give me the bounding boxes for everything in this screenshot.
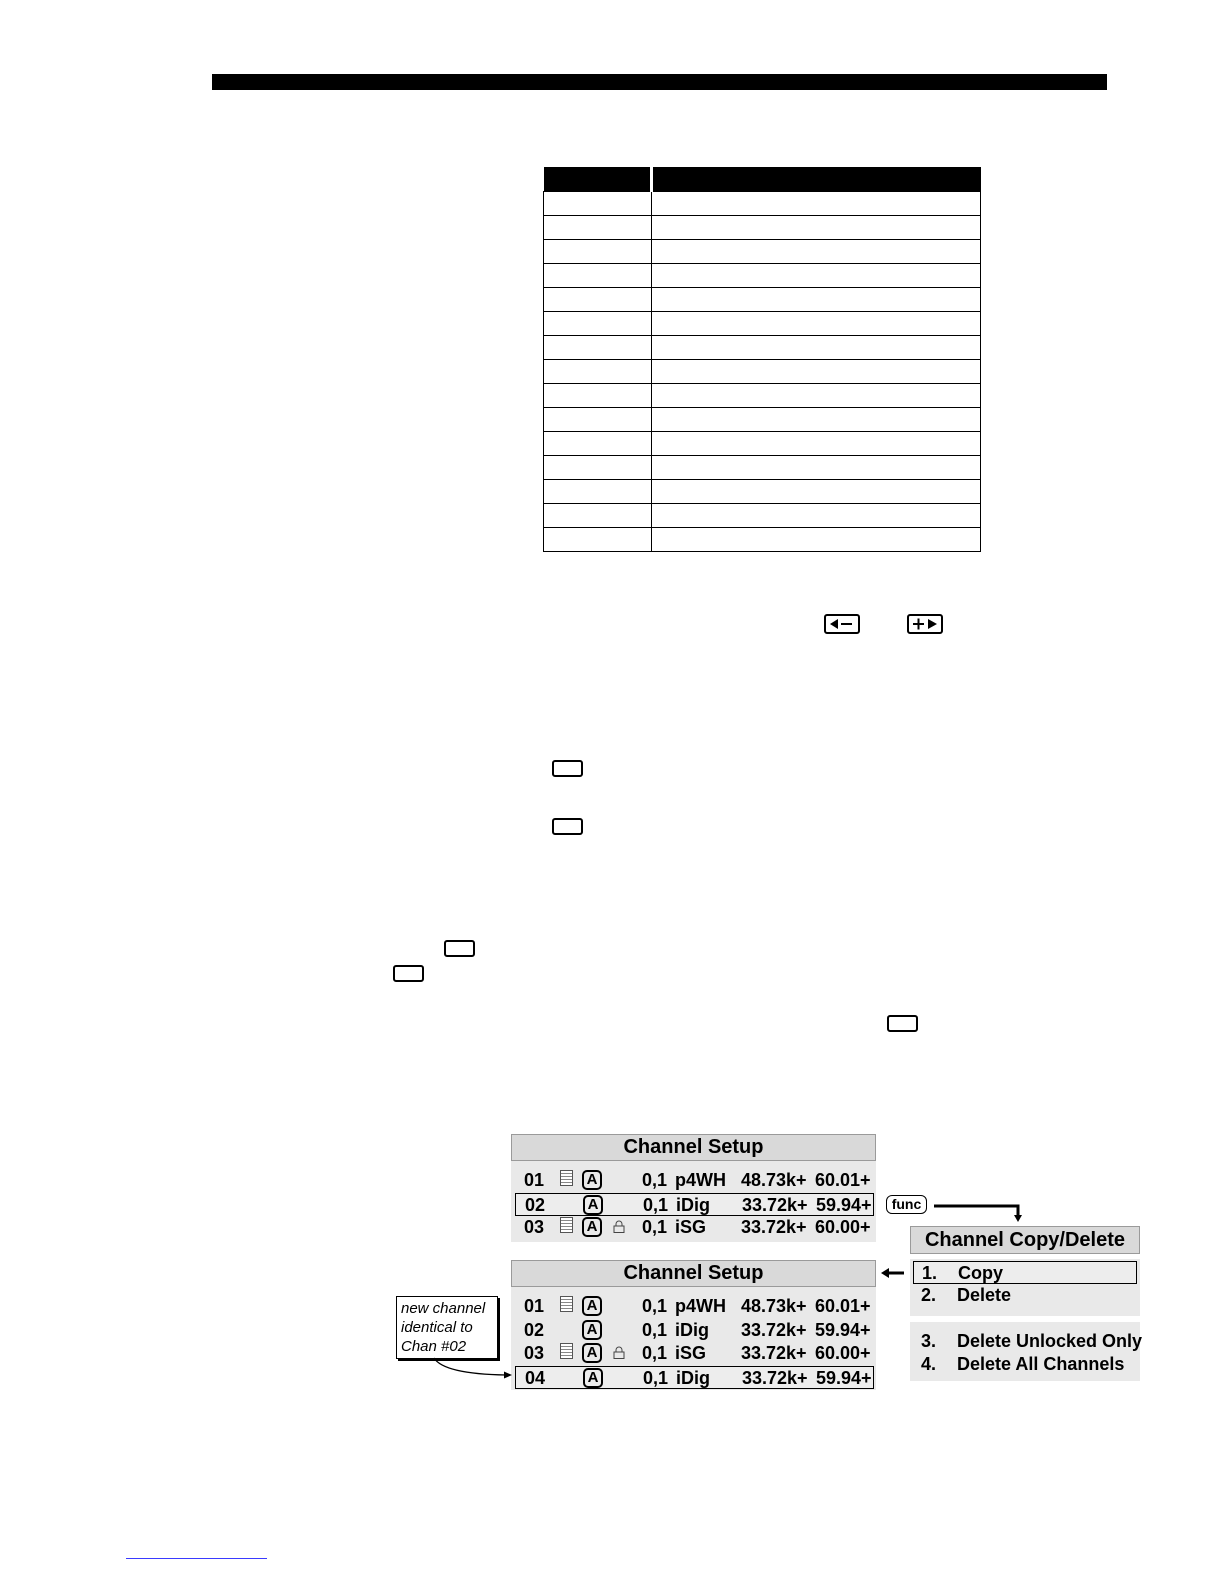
table-cell — [651, 312, 981, 336]
data-table — [543, 167, 981, 552]
channel-row[interactable] — [515, 1193, 874, 1216]
header-bar — [212, 74, 1107, 90]
menu-separator — [910, 1316, 1140, 1322]
table-row — [544, 192, 981, 216]
table-row — [544, 312, 981, 336]
channel-row[interactable] — [515, 1366, 874, 1389]
key-icon — [887, 1015, 918, 1032]
key-icon — [552, 818, 583, 835]
key-icon — [552, 760, 583, 777]
menu-title: Channel Setup — [511, 1260, 876, 1287]
menu-title: Channel Setup — [511, 1134, 876, 1161]
sync-value: 0,1 — [642, 1170, 668, 1190]
copy-delete-menu — [910, 1259, 1143, 1381]
menu-item-copy[interactable]: 1. Copy — [913, 1261, 1137, 1284]
sync-value: 0,1 — [642, 1217, 668, 1237]
table-cell — [544, 216, 652, 240]
table-row — [544, 288, 981, 312]
table-cell — [544, 192, 652, 216]
channel-row[interactable] — [515, 1169, 874, 1192]
left-minus-key-icon — [824, 614, 860, 634]
vertical-frequency: 60.01+ — [815, 1296, 871, 1316]
func-arrow-icon — [930, 1198, 1030, 1224]
table-row — [544, 360, 981, 384]
callout-line: Chan #02 — [401, 1338, 467, 1355]
table-cell — [651, 408, 981, 432]
copy-delete-menu-title: Channel Copy/Delete — [910, 1226, 1140, 1254]
table-cell — [651, 336, 981, 360]
channel-row[interactable] — [515, 1216, 874, 1239]
table-cell — [651, 480, 981, 504]
list-icon — [560, 1296, 573, 1312]
key-icon — [444, 940, 475, 957]
vertical-frequency: 60.01+ — [815, 1170, 871, 1190]
auto-icon: A — [582, 1170, 602, 1190]
channel-number: 01 — [524, 1296, 545, 1316]
channel-number: 01 — [524, 1170, 545, 1190]
auto-icon: A — [583, 1195, 603, 1215]
horizontal-frequency: 33.72k+ — [741, 1319, 807, 1340]
callout-arrow-icon — [430, 1356, 520, 1386]
source-type: p4WH — [675, 1296, 726, 1316]
table-cell — [651, 504, 981, 528]
channel-row[interactable] — [515, 1319, 874, 1342]
table-cell — [651, 528, 981, 552]
table-cell — [651, 264, 981, 288]
table-cell — [651, 288, 981, 312]
source-type: p4WH — [675, 1170, 726, 1190]
list-icon — [560, 1343, 573, 1359]
channel-number: 02 — [524, 1319, 545, 1340]
table-cell — [651, 240, 981, 264]
table-cell — [544, 528, 652, 552]
table-row — [544, 408, 981, 432]
back-arrow-icon — [880, 1266, 906, 1280]
source-type: iDig — [676, 1194, 710, 1215]
table-cell — [544, 456, 652, 480]
table-cell — [544, 360, 652, 384]
sync-value: 0,1 — [642, 1319, 668, 1340]
source-type: iSG — [675, 1343, 707, 1363]
plus-right-key-icon — [907, 614, 943, 634]
vertical-frequency: 60.00+ — [815, 1343, 871, 1363]
horizontal-frequency: 33.72k+ — [741, 1343, 807, 1363]
table-cell — [544, 504, 652, 528]
table-cell — [651, 360, 981, 384]
channel-setup-menu — [511, 1260, 876, 1390]
table-body — [544, 192, 981, 552]
table-cell — [544, 264, 652, 288]
table-cell — [651, 456, 981, 480]
callout-line: identical to — [401, 1319, 473, 1336]
table-row — [544, 480, 981, 504]
table-row — [544, 336, 981, 360]
table-row — [544, 240, 981, 264]
horizontal-frequency: 33.72k+ — [742, 1194, 808, 1215]
auto-icon: A — [583, 1368, 603, 1388]
sync-value: 0,1 — [643, 1194, 669, 1215]
table-row — [544, 432, 981, 456]
vertical-frequency: 59.94+ — [816, 1194, 872, 1215]
sync-value: 0,1 — [642, 1343, 668, 1363]
horizontal-frequency: 48.73k+ — [741, 1296, 807, 1316]
table-row — [544, 504, 981, 528]
auto-icon: A — [582, 1343, 602, 1363]
footer-link-underline[interactable] — [126, 1558, 267, 1559]
table-cell — [544, 312, 652, 336]
table-cell — [544, 336, 652, 360]
list-icon — [560, 1170, 573, 1186]
table-row — [544, 384, 981, 408]
menu-item-delete-unlocked[interactable]: 3. Delete Unlocked Only — [921, 1331, 1143, 1351]
table-cell — [651, 216, 981, 240]
sync-value: 0,1 — [642, 1296, 668, 1316]
table-cell — [651, 432, 981, 456]
table-cell — [651, 192, 981, 216]
channel-number: 04 — [525, 1367, 546, 1388]
list-icon — [560, 1217, 573, 1233]
vertical-frequency: 59.94+ — [816, 1367, 872, 1388]
menu-item-delete[interactable]: 2. Delete — [921, 1285, 1012, 1305]
table-cell — [544, 288, 652, 312]
source-type: iDig — [675, 1319, 709, 1340]
lock-icon — [613, 1343, 625, 1356]
channel-setup-menu — [511, 1134, 876, 1242]
table-row — [544, 264, 981, 288]
table-cell — [544, 480, 652, 504]
lock-icon — [613, 1217, 625, 1230]
horizontal-frequency: 48.73k+ — [741, 1170, 807, 1190]
source-type: iSG — [675, 1217, 707, 1237]
table-row — [544, 216, 981, 240]
table-row — [544, 528, 981, 552]
vertical-frequency: 59.94+ — [815, 1319, 871, 1340]
table-cell — [651, 384, 981, 408]
callout-note — [396, 1296, 498, 1359]
channel-row[interactable] — [515, 1295, 874, 1318]
auto-icon: A — [582, 1296, 602, 1316]
horizontal-frequency: 33.72k+ — [741, 1217, 807, 1237]
table-cell — [544, 384, 652, 408]
channel-number: 03 — [524, 1217, 545, 1237]
source-type: iDig — [676, 1367, 710, 1388]
menu-item-delete-all[interactable]: 4. Delete All Channels — [921, 1354, 1125, 1374]
table-header-cell — [651, 167, 981, 192]
table-cell — [544, 408, 652, 432]
auto-icon: A — [582, 1217, 602, 1237]
func-key: func — [886, 1195, 927, 1214]
table-cell — [544, 432, 652, 456]
horizontal-frequency: 33.72k+ — [742, 1367, 808, 1388]
table-header-row — [544, 167, 981, 192]
auto-icon: A — [582, 1320, 602, 1340]
table-row — [544, 456, 981, 480]
channel-number: 03 — [524, 1343, 545, 1363]
channel-row[interactable] — [515, 1342, 874, 1365]
table-header-cell — [544, 167, 652, 192]
table-cell — [544, 240, 652, 264]
callout-line: new channel — [401, 1300, 486, 1317]
key-icon — [393, 965, 424, 982]
sync-value: 0,1 — [643, 1367, 669, 1388]
channel-number: 02 — [525, 1194, 546, 1215]
vertical-frequency: 60.00+ — [815, 1217, 871, 1237]
